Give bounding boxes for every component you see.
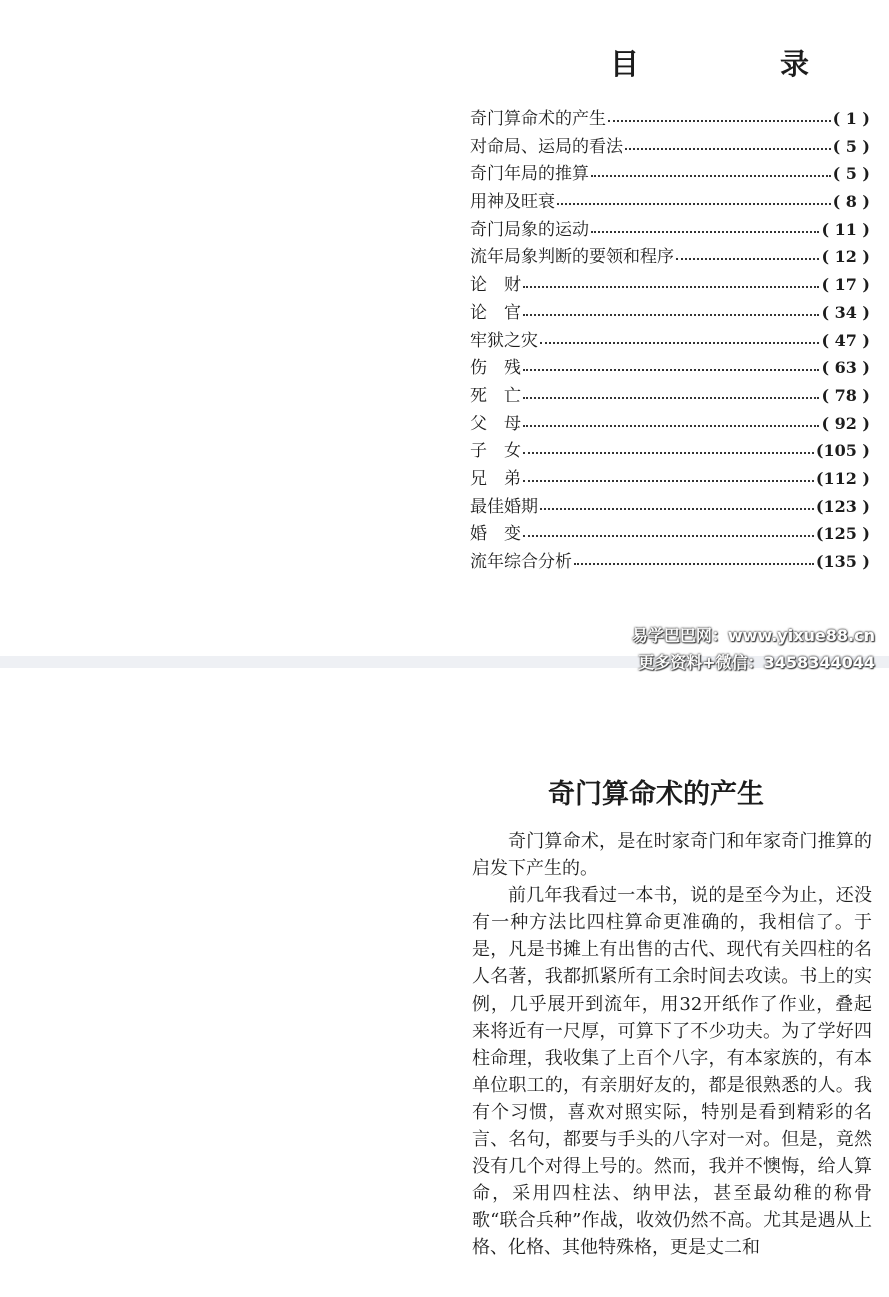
toc-entry-page: ( 1 ) [832,109,870,128]
toc-entry[interactable] [470,547,870,575]
toc-entry-page: (125 ) [815,524,870,544]
toc-entry-page: ( 34 ) [821,302,870,322]
toc-entry[interactable] [470,104,870,132]
toc-entry[interactable] [470,519,870,547]
body-paragraph: 前几年我看过一本书，说的是至今为止，还没有一种方法比四柱算命更准确的，我相信了。于是，凡是书摊上有出售的古代、现代有关四柱的名人名著，我都抓紧所有工余时间去攻读。书上的实例，几乎展开到流年，用32开纸作了作业，叠起来将近有一尺厚，可算下了不少功夫。为了学好四柱命理，我收集了上百个八字，有本家族的，有本单位职工的，有亲朋好友的，都是很熟悉的人。我有个习惯，喜欢对照实际，特别是看到精彩的名言、名句，都要与手头的八字对一对。但是，竟然没有几个对得上号的。然而，我并不懊悔，给人算命，采用四柱法、纳甲法，甚至最幼稚的称骨歌“联合兵种”作战，收效仍然不高。尤其是遇从上格、化格、其他特殊格，更是丈二和 [472,885,872,1259]
toc-entry[interactable] [470,132,870,160]
toc-entry-page: ( 8 ) [832,192,870,212]
toc-entry[interactable] [470,298,870,326]
toc-entry-title: 最佳婚期 [470,496,538,517]
chapter-page [0,668,889,1297]
toc-entry-title: 奇门算命术的产生 [470,109,606,129]
toc-dot-leader [523,269,819,288]
toc-entry-page: ( 5 ) [832,136,870,156]
toc-dot-leader [625,131,831,150]
toc-entry-title: 婚 变 [470,524,521,545]
toc-entry-page: ( 5 ) [832,164,870,184]
chapter-title: 奇门算命术的产生 [548,779,764,810]
toc-entry-title: 兄 弟 [470,468,521,489]
toc-entry-title: 死 亡 [470,385,521,406]
toc-entry[interactable] [470,381,870,409]
toc-dot-leader [591,214,819,233]
toc-entry[interactable] [470,409,870,437]
toc-dot-leader [540,325,819,344]
toc-entry[interactable] [470,159,870,187]
toc-entry-title: 伤 残 [470,358,521,379]
toc-entry-page: ( 92 ) [821,413,870,433]
watermark-site: 易学巴巴网：www.yixue88.cn [631,626,875,645]
toc-entry-page: ( 78 ) [821,385,870,405]
toc-entry-page: (123 ) [815,496,870,516]
toc-entry-title: 奇门局象的运动 [470,219,589,240]
toc-entry-title: 论 官 [470,302,521,323]
toc-dot-leader [591,158,831,177]
toc-entry[interactable] [470,187,870,215]
chapter-body [472,828,872,1262]
toc-entry-page: ( 63 ) [821,358,870,378]
toc-dot-leader [574,546,814,565]
toc-entry[interactable] [470,215,870,243]
toc-entry-title: 对命局、运局的看法 [470,136,623,157]
toc-entry[interactable] [470,464,870,492]
toc-dot-leader [523,518,814,537]
toc-entry[interactable] [470,492,870,520]
toc-dot-leader [608,103,831,122]
toc-entry[interactable] [470,353,870,381]
toc-dot-leader [523,435,814,454]
toc-entry[interactable] [470,326,870,354]
toc-entry[interactable] [470,270,870,298]
toc-entry-title: 牢狱之灾 [470,330,538,351]
toc-dot-leader [557,186,831,205]
toc-entry-page: (135 ) [815,552,870,571]
toc-dot-leader [523,352,819,371]
toc-title: 目 录 [610,47,866,81]
toc-entry-title: 论 财 [470,275,521,296]
toc-dot-leader [540,491,814,510]
toc-entry-page: ( 11 ) [821,219,870,239]
toc-entry-title: 用神及旺衰 [470,192,555,213]
toc-dot-leader [676,241,819,260]
toc-entry-page: (105 ) [815,441,870,461]
watermark-contact: 更多资料+微信：3458344044 [638,653,875,672]
toc-entry-title: 父 母 [470,413,521,434]
toc-entry-page: (112 ) [815,468,870,488]
toc-entry-page: ( 47 ) [821,330,870,350]
toc-list [470,104,870,575]
toc-entry-title: 奇门年局的推算 [470,164,589,185]
toc-entry-title: 子 女 [470,441,521,462]
body-paragraph: 奇门算命术，是在时家奇门和年家奇门推算的启发下产生的。 [472,831,872,880]
toc-entry-title: 流年综合分析 [470,552,572,572]
toc-entry[interactable] [470,436,870,464]
toc-dot-leader [523,380,819,399]
toc-dot-leader [523,463,814,482]
toc-entry-page: ( 17 ) [821,275,870,295]
toc-dot-leader [523,408,819,427]
toc-entry[interactable] [470,242,870,270]
toc-entry-page: ( 12 ) [821,247,870,267]
toc-dot-leader [523,297,819,316]
toc-entry-title: 流年局象判断的要领和程序 [470,247,674,268]
